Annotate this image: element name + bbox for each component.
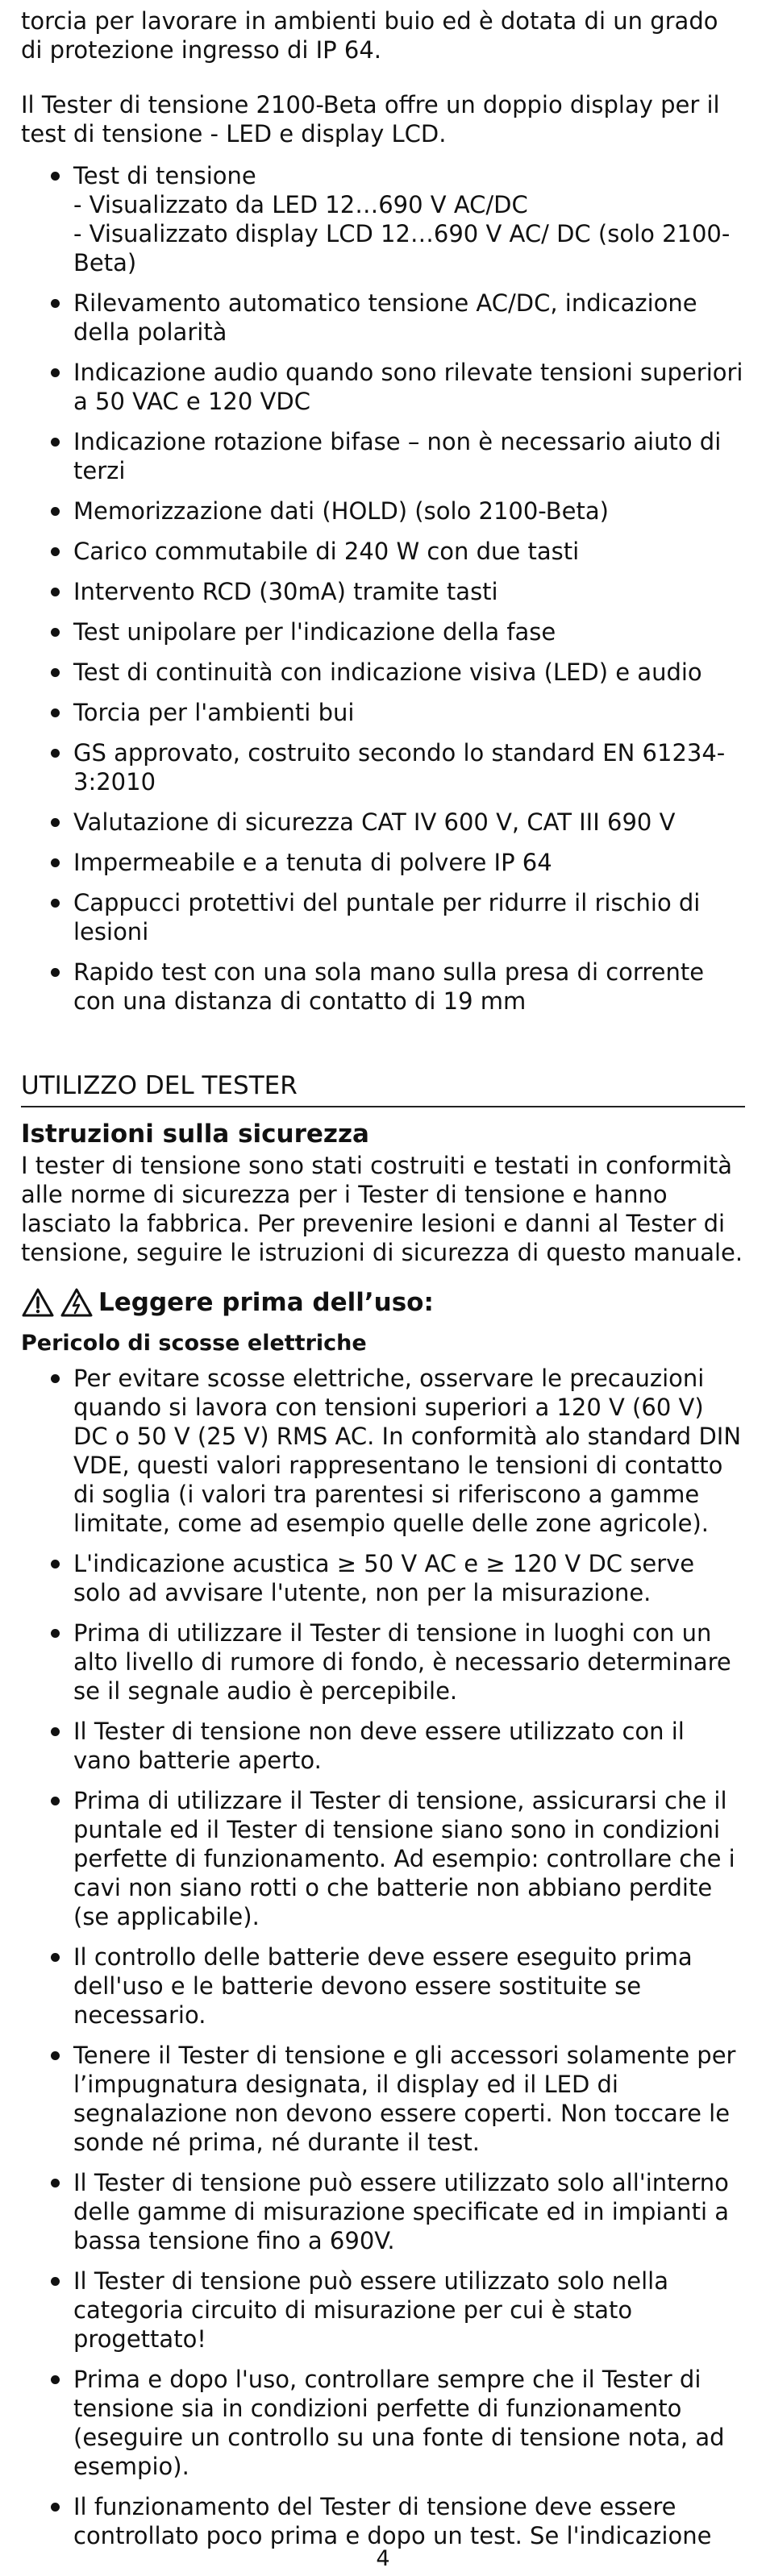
list-item	[21, 617, 745, 646]
list-item: Per evitare scosse elettriche, osservare le precauzioni quando si lavora con tensioni superiori a 120 V (60 V) DC o 50 V (25 V) RMS AC. In conformità alo standard DIN VDE, questi valori rappresentano le tensioni di contatto di soglia (i valori tra parentesi si riferiscono a gamme limitate, come ad esempio quelle delle zone agricole).	[21, 1364, 745, 1538]
list-item-line: Valutazione di sicurezza CAT IV 600 V, CAT III 690 V	[73, 808, 676, 836]
list-item	[21, 888, 745, 946]
list-item	[21, 427, 745, 485]
list-item-line: Rilevamento automatico tensione AC/DC, indicazione della polarità	[73, 289, 705, 346]
list-item-line: Torcia per l'ambienti bui	[73, 699, 355, 726]
warning-triangle-icon	[21, 1287, 55, 1318]
list-item-line: - Visualizzato da LED 12…690 V AC/DC	[73, 191, 528, 218]
list-item: Tenere il Tester di tensione e gli accessori solamente per l’impugnatura designata, il display ed il LED di segnalazione non devono essere coperti. Non toccare le sonde né prima, né durante il test.	[21, 2041, 745, 2157]
list-item	[21, 161, 745, 277]
list-item	[21, 658, 745, 687]
list-item	[21, 577, 745, 606]
read-before-use-heading	[21, 1286, 745, 1319]
list-item	[21, 289, 745, 347]
list-item: Prima di utilizzare il Tester di tensione, assicurarsi che il puntale ed il Tester di tensione siano sono in condizioni perfette di funzionamento. Ad esempio: controllare che i cavi non siano rotti o che batterie non abbiano perdite (se applicabile).	[21, 1786, 745, 1931]
electric-shock-warning-icon	[60, 1287, 94, 1318]
safety-heading: Istruzioni sulla sicurezza	[21, 1120, 369, 1149]
list-item: Il Tester di tensione può essere utilizzato solo nella categoria circuito di misurazione per cui è stato progettato!	[21, 2266, 745, 2354]
list-item-line: - Visualizzato display LCD 12…690 V AC/ DC (solo 2100-Beta)	[73, 220, 731, 276]
list-item	[21, 808, 745, 837]
feature-list	[21, 161, 751, 1016]
list-item	[21, 358, 751, 416]
list-item-line: Indicazione rotazione bifase – non è necessario aiuto di terzi	[73, 428, 729, 484]
intro-paragraph-1: torcia per lavorare in ambienti buio ed è dotata di un grado di protezione ingresso di IP 64.	[21, 7, 718, 64]
list-item: L'indicazione acustica ≥ 50 V AC e ≥ 120 V DC serve solo ad avvisare l'utente, non per la misurazione.	[21, 1549, 745, 1607]
list-item	[21, 537, 745, 566]
list-item: Prima e dopo l'uso, controllare sempre che il Tester di tensione sia in condizioni perfette di funzionamento (eseguire un controllo su una fonte di tensione nota, ad esempio).	[21, 2365, 745, 2481]
electric-shock-danger-heading: Pericolo di scosse elettriche	[21, 1331, 367, 1356]
list-item-line: Carico commutabile di 240 W con due tasti	[73, 538, 580, 565]
list-item-line: Rapido test con una sola mano sulla presa di corrente con una distanza di contatto di 19 mm	[73, 958, 712, 1015]
safety-list	[21, 1364, 745, 2550]
list-item-line: Cappucci protettivi del puntale per ridurre il rischio di lesioni	[73, 889, 708, 945]
list-item-line: Test di tensione	[73, 162, 256, 189]
list-item-line: Intervento RCD (30mA) tramite tasti	[73, 578, 498, 605]
list-item-line: Impermeabile e a tenuta di polvere IP 64	[73, 849, 552, 876]
list-item-line: Memorizzazione dati (HOLD) (solo 2100-Beta)	[73, 497, 609, 525]
list-item-line: Test unipolare per l'indicazione della fase	[73, 618, 556, 646]
section-title: UTILIZZO DEL TESTER	[21, 1070, 745, 1107]
intro-paragraph-2: Il Tester di tensione 2100-Beta offre un doppio display per il test di tensione - LED e display LCD.	[21, 91, 720, 147]
list-item: Prima di utilizzare il Tester di tensione in luoghi con un alto livello di rumore di fondo, è necessario determinare se il segnale audio è percepibile.	[21, 1618, 745, 1706]
list-item: Il funzionamento del Tester di tensione deve essere controllato poco prima e dopo un test. Se l'indicazione	[21, 2492, 745, 2550]
list-item: Il controllo delle batterie deve essere eseguito prima dell'uso e le batterie devono essere sostituite se necessario.	[21, 1942, 745, 2030]
list-item: Il Tester di tensione non deve essere utilizzato con il vano batterie aperto.	[21, 1717, 745, 1775]
list-item-line: Indicazione audio quando sono rilevate tensioni superiori a 50 VAC e 120 VDC	[73, 359, 751, 415]
list-item	[21, 738, 745, 796]
list-item	[21, 698, 745, 727]
read-before-use-label: Leggere prima dell’uso:	[98, 1288, 434, 1317]
page-number: 4	[376, 2546, 390, 2571]
list-item-line: GS approvato, costruito secondo lo standard EN 61234-3:2010	[73, 739, 726, 796]
safety-intro-text: I tester di tensione sono stati costruiti e testati in conformità alle norme di sicurezza per i Tester di tensione e hanno lasciato la fabbrica. Per prevenire lesioni e danni al Tester di tensione, seguire le istruzioni di sicurezza di questo manuale.	[21, 1152, 743, 1266]
list-item: Il Tester di tensione può essere utilizzato solo all'interno delle gamme di misurazione specificate ed in impianti a bassa tensione fino a 690V.	[21, 2168, 745, 2255]
list-item	[21, 958, 745, 1016]
list-item	[21, 497, 745, 526]
list-item	[21, 848, 745, 877]
list-item-line: Test di continuità con indicazione visiva (LED) e audio	[73, 659, 702, 686]
